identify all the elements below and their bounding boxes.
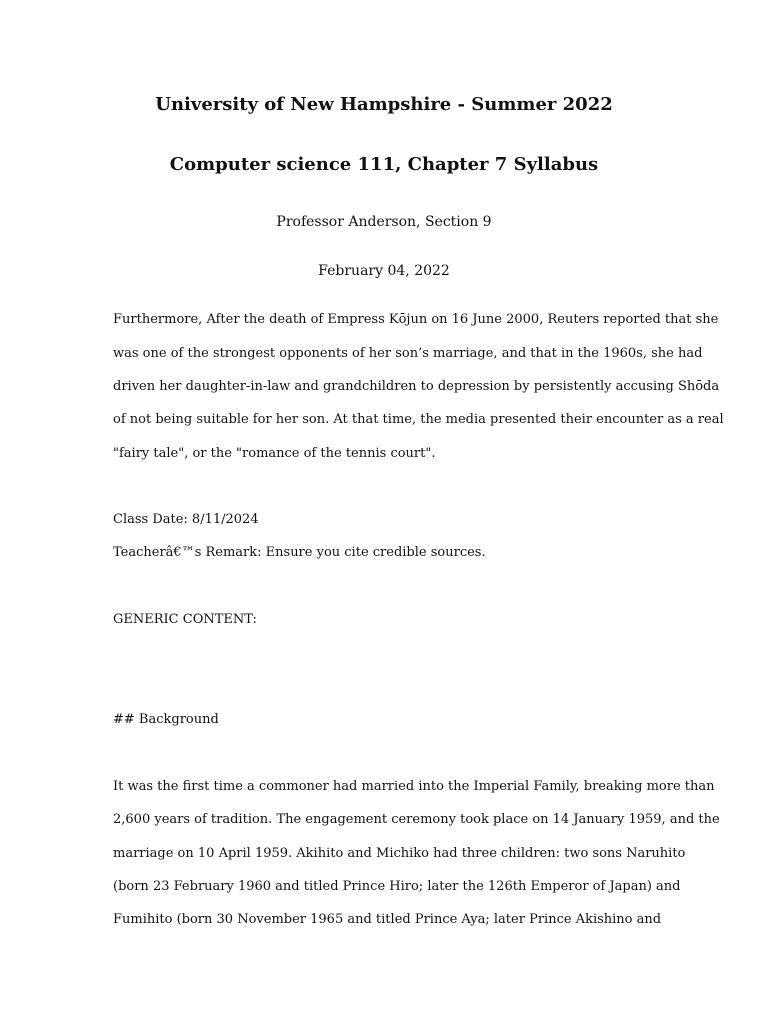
professor-line: Professor Anderson, Section 9 (276, 214, 492, 230)
background-heading: ## Background (113, 712, 219, 727)
paragraph-line: (born 23 February 1960 and titled Prince Hiro; later the 126th Emperor of Japan) and (113, 879, 681, 894)
paragraph-line: was one of the strongest opponents of her son’s marriage, and that in the 1960s, she had (113, 346, 703, 361)
paragraph-line: Fumihito (born 30 November 1965 and titled Prince Aya; later Prince Akishino and (113, 912, 662, 927)
paragraph-line: It was the first time a commoner had married into the Imperial Family, breaking more than (113, 779, 715, 794)
paragraph-line: marriage on 10 April 1959. Akihito and Michiko had three children: two sons Naruhito (113, 846, 686, 861)
document-date: February 04, 2022 (318, 263, 450, 279)
class-date: Class Date: 8/11/2024 (113, 512, 259, 527)
paragraph-line: of not being suitable for her son. At that time, the media presented their encounter as a real (113, 412, 724, 427)
paragraph-line: driven her daughter-in-law and grandchildren to depression by persistently accusing Shōda (113, 379, 720, 394)
university-title: University of New Hampshire - Summer 2022 (155, 94, 613, 115)
paragraph-line: "fairy tale", or the "romance of the tennis court". (113, 446, 436, 461)
course-title: Computer science 111, Chapter 7 Syllabus (169, 154, 599, 175)
generic-content-label: GENERIC CONTENT: (113, 612, 257, 627)
paragraph-line: Furthermore, After the death of Empress Kōjun on 16 June 2000, Reuters reported that she (113, 312, 719, 327)
paragraph-line: 2,600 years of tradition. The engagement ceremony took place on 14 January 1959, and the (113, 812, 720, 827)
teacher-remark: Teacherâ€™s Remark: Ensure you cite credible sources. (113, 545, 486, 560)
